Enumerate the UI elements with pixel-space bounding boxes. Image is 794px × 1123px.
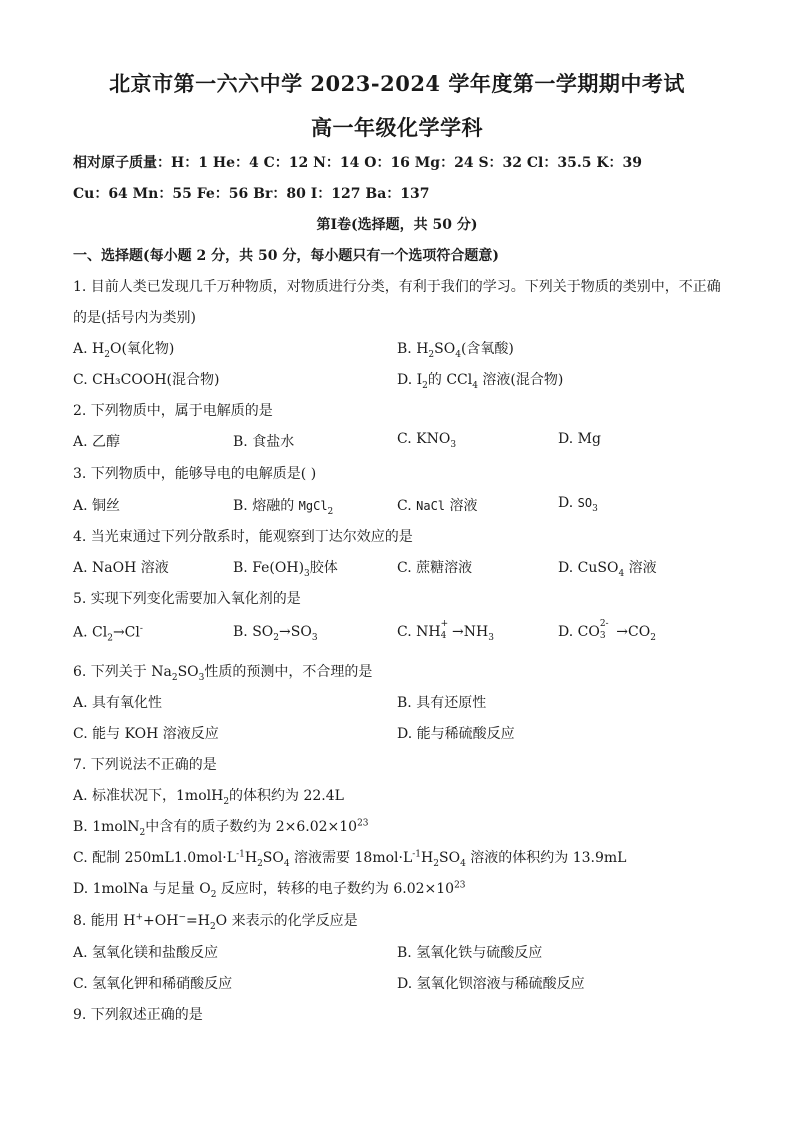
question-5-stem: 5. 实现下列变化需要加入氧化剂的是 <box>73 591 301 607</box>
question-6-option-a: A. 具有氧化性 <box>73 695 163 711</box>
part-heading: 一、选择题(每小题 2 分，共 50 分，每小题只有一个选项符合题意) <box>73 248 499 264</box>
question-3-option-c: C. NaCl 溶液 <box>397 498 478 514</box>
question-8-option-b: B. 氢氧化铁与硫酸反应 <box>397 945 543 961</box>
question-1-option-c: C. CH₃COOH(混合物) <box>73 372 220 388</box>
question-1-option-b: B. $H_2SO_4$(含氧酸) <box>397 341 514 360</box>
question-8-option-a: A. 氢氧化镁和盐酸反应 <box>73 945 219 961</box>
question-1-option-d: D. $I_2$的 CCl$_4$ 溶液(混合物) <box>397 372 564 391</box>
question-5-option-a: A. $Cl_2\to Cl^-$ <box>73 624 143 644</box>
question-4-option-b: B. $Fe(OH)_3$胶体 <box>233 560 338 579</box>
question-7-option-d: D. 1molNa 与足量 $O_2$ 反应时，转移的电子数约为 $6.02\times 10^{23}$ <box>73 880 466 900</box>
exam-subtitle: 高一年级化学学科 <box>311 115 483 140</box>
question-3-option-a: A. 铜丝 <box>73 498 121 514</box>
question-2-option-a: A. 乙醇 <box>73 434 121 450</box>
question-7-option-c: C. 配制 $250mL1.0mol\cdot L^{-1}H_2SO_4$ 溶液需要 $18mol\cdot L^{-1}H_2SO_4$ 溶液的体积约为 13.9mL <box>73 849 627 869</box>
question-5-option-d: D. CO 2- 3 $\to CO_2$ <box>558 619 656 643</box>
question-4-option-d: D. CuSO$_4$ 溶液 <box>558 560 657 579</box>
question-8-stem: 8. 能用 $H^++OH^-=H_2O$ 来表示的化学反应是 <box>73 912 358 932</box>
volume-heading: 第Ⅰ卷(选择题，共 50 分) <box>316 217 478 233</box>
question-3-option-d: D. $SO_3$ <box>558 495 598 514</box>
atomic-masses-line-1: 相对原子质量：H：1 He：4 C：12 N：14 O：16 Mg：24 S：32 Cl：35.5 K：39 <box>73 155 642 171</box>
atomic-masses-line-2: Cu：64 Mn：55 Fe：56 Br：80 I：127 Ba：137 <box>73 186 430 202</box>
question-2-option-d: D. Mg <box>558 431 601 447</box>
question-2-stem: 2. 下列物质中，属于电解质的是 <box>73 403 273 419</box>
question-1-option-a: A. $H_2O$(氧化物) <box>73 341 175 360</box>
question-3-stem: 3. 下列物质中，能够导电的电解质是( ) <box>73 466 317 482</box>
question-8-option-c: C. 氢氧化钾和稀硝酸反应 <box>73 976 233 992</box>
question-3-option-b: B. 熔融的 MgCl$_2$ <box>233 498 334 517</box>
question-6-option-c: C. 能与 KOH 溶液反应 <box>73 726 219 742</box>
exam-title: 北京市第一六六中学 2023-2024 学年度第一学期期中考试 <box>109 71 685 96</box>
question-4-stem: 4. 当光束通过下列分散系时，能观察到丁达尔效应的是 <box>73 529 413 545</box>
question-6-option-b: B. 具有还原性 <box>397 695 487 711</box>
question-9-stem: 9. 下列叙述正确的是 <box>73 1007 203 1023</box>
question-4-option-c: C. 蔗糖溶液 <box>397 560 473 576</box>
question-2-option-b: B. 食盐水 <box>233 434 295 450</box>
question-2-option-c: C. $KNO_3$ <box>397 431 457 450</box>
question-8-option-d: D. 氢氧化钡溶液与稀硫酸反应 <box>397 976 585 992</box>
question-5-option-c: C. NH + 4 $\to NH_3$ <box>397 619 494 643</box>
question-4-option-a: A. NaOH 溶液 <box>73 560 169 576</box>
question-7-option-b: B. 1molN$_2$中含有的质子数约为 $2\times 6.02\times 10^{23}$ <box>73 818 369 838</box>
question-1-stem-line-2: 的是(括号内为类别) <box>73 310 196 326</box>
question-7-stem: 7. 下列说法不正确的是 <box>73 757 217 773</box>
question-6-stem: 6. 下列关于 $Na_2SO_3$性质的预测中，不合理的是 <box>73 664 373 683</box>
question-1-stem-line-1: 1. 目前人类已发现几千万种物质，对物质进行分类，有利于我们的学习。下列关于物质的类别中，不正确 <box>73 279 721 295</box>
question-7-option-a: A. 标准状况下，1molH$_2$的体积约为 22.4L <box>73 788 344 807</box>
question-5-option-b: B. $SO_2\to SO_3$ <box>233 624 318 643</box>
question-6-option-d: D. 能与稀硫酸反应 <box>397 726 515 742</box>
